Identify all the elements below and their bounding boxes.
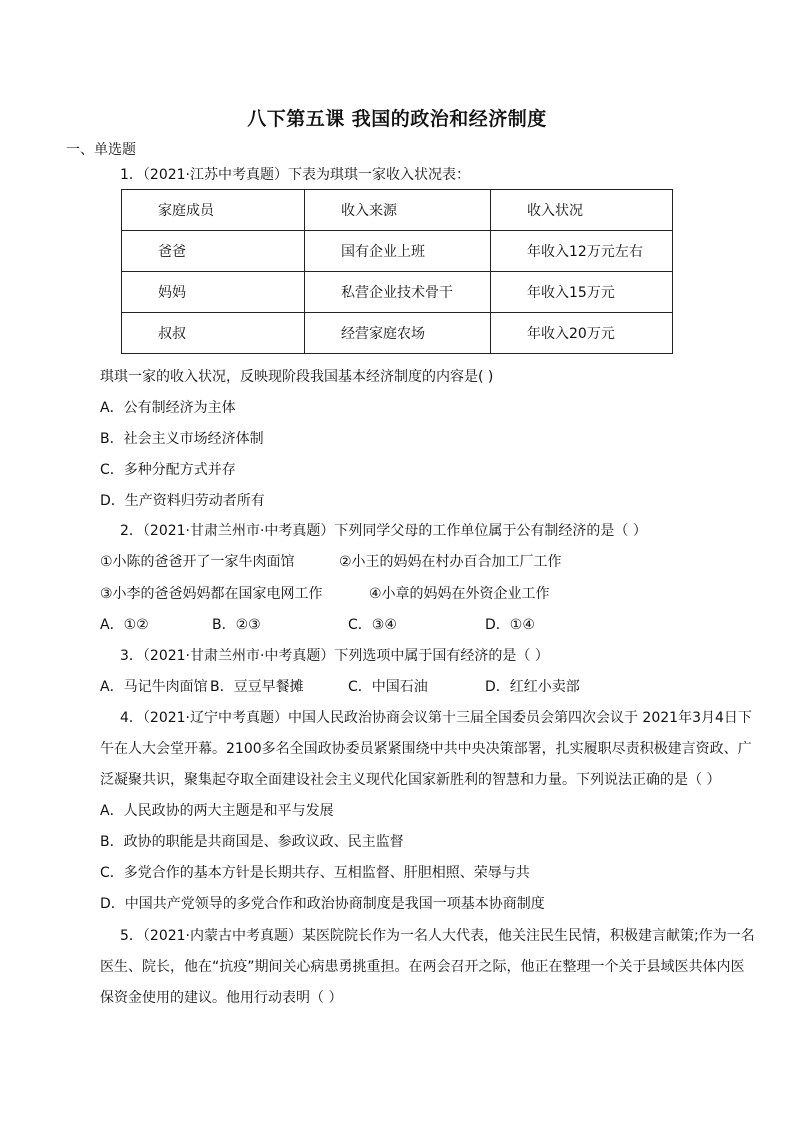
q5-stem-line-1: 5．（2021·内蒙古中考真题）某医院院长作为一名人大代表，他关注民生民情，积极建言献策;作为一名 — [120, 928, 755, 944]
table-header-cell: 收入来源 — [305, 190, 491, 231]
table-cell: 国有企业上班 — [305, 231, 491, 272]
q5-stem-line-3: 保资金使用的建议。他用行动表明（ ） — [100, 990, 343, 1006]
income-table — [121, 189, 673, 354]
table-header-cell: 收入状况 — [491, 190, 673, 231]
section-heading: 一、单选题 — [66, 142, 136, 158]
q1-option-a: A．公有制经济为主体 — [100, 400, 236, 416]
q4-stem-line-1: 4．（2021·辽宁中考真题）中国人民政治协商会议第十三届全国委员会第四次会议于 2021年3月4日下 — [120, 710, 752, 726]
q1-question: 琪琪一家的收入状况，反映现阶段我国基本经济制度的内容是( ) — [100, 369, 494, 385]
table-cell: 妈妈 — [122, 272, 305, 313]
table-cell: 爸爸 — [122, 231, 305, 272]
q2-option-c: C．③④ — [348, 617, 397, 633]
q2-item-3: ③小李的爸爸妈妈都在国家电网工作 — [100, 586, 323, 602]
table-row — [122, 272, 673, 313]
page-title: 八下第五课 我国的政治和经济制度 — [247, 108, 547, 130]
q3-option-a: A．马记牛肉面馆 — [100, 679, 208, 695]
table-cell: 年收入15万元 — [491, 272, 673, 313]
q3-option-b: B．豆豆早餐摊 — [210, 679, 304, 695]
q3-option-c: C．中国石油 — [348, 679, 428, 695]
table-cell: 私营企业技术骨干 — [305, 272, 491, 313]
q3-option-d: D．红红小卖部 — [485, 679, 580, 695]
q1-stem: 1．（2021·江苏中考真题）下表为琪琪一家收入状况表： — [120, 167, 470, 183]
q4-option-c: C．多党合作的基本方针是长期共存、互相监督、肝胆相照、荣辱与共 — [100, 865, 530, 881]
q5-stem-line-2: 医生、院长，他在“抗疫”期间关心病患勇挑重担。在两会召开之际，他正在整理一个关于县域医共体内医 — [100, 959, 745, 975]
q2-item-4: ④小章的妈妈在外资企业工作 — [369, 586, 550, 602]
q1-option-c: C．多种分配方式并存 — [100, 462, 236, 478]
table-header-row — [122, 190, 673, 231]
q2-option-b: B．②③ — [212, 617, 261, 633]
q2-item-1: ①小陈的爸爸开了一家牛肉面馆 — [100, 554, 295, 570]
table-row — [122, 231, 673, 272]
q2-stem: 2．（2021·甘肃兰州市·中考真题）下列同学父母的工作单位属于公有制经济的是（ ） — [120, 523, 647, 539]
table-cell: 年收入12万元左右 — [491, 231, 673, 272]
table-row — [122, 313, 673, 354]
table-header-cell: 家庭成员 — [122, 190, 305, 231]
q1-option-d: D．生产资料归劳动者所有 — [100, 493, 265, 509]
q3-stem: 3．（2021·甘肃兰州市·中考真题）下列选项中属于国有经济的是（ ） — [120, 648, 549, 664]
q1-option-b: B．社会主义市场经济体制 — [100, 431, 264, 447]
q4-stem-line-2: 午在人大会堂开幕。2100多名全国政协委员紧紧围绕中共中央决策部署，扎实履职尽责积极建言资政、广 — [100, 741, 752, 757]
q4-option-b: B．政协的职能是共商国是、参政议政、民主监督 — [100, 834, 404, 850]
q4-stem-line-3: 泛凝聚共识，聚集起夺取全面建设社会主义现代化国家新胜利的智慧和力量。下列说法正确的是（ ） — [100, 772, 721, 788]
table-cell: 年收入20万元 — [491, 313, 673, 354]
q2-item-2: ②小王的妈妈在村办百合加工厂工作 — [339, 554, 562, 570]
table-cell: 叔叔 — [122, 313, 305, 354]
table-cell: 经营家庭农场 — [305, 313, 491, 354]
q2-option-d: D．①④ — [485, 617, 535, 633]
q4-option-a: A．人民政协的两大主题是和平与发展 — [100, 803, 334, 819]
q2-option-a: A．①② — [100, 617, 149, 633]
q4-option-d: D．中国共产党领导的多党合作和政治协商制度是我国一项基本协商制度 — [100, 896, 545, 912]
